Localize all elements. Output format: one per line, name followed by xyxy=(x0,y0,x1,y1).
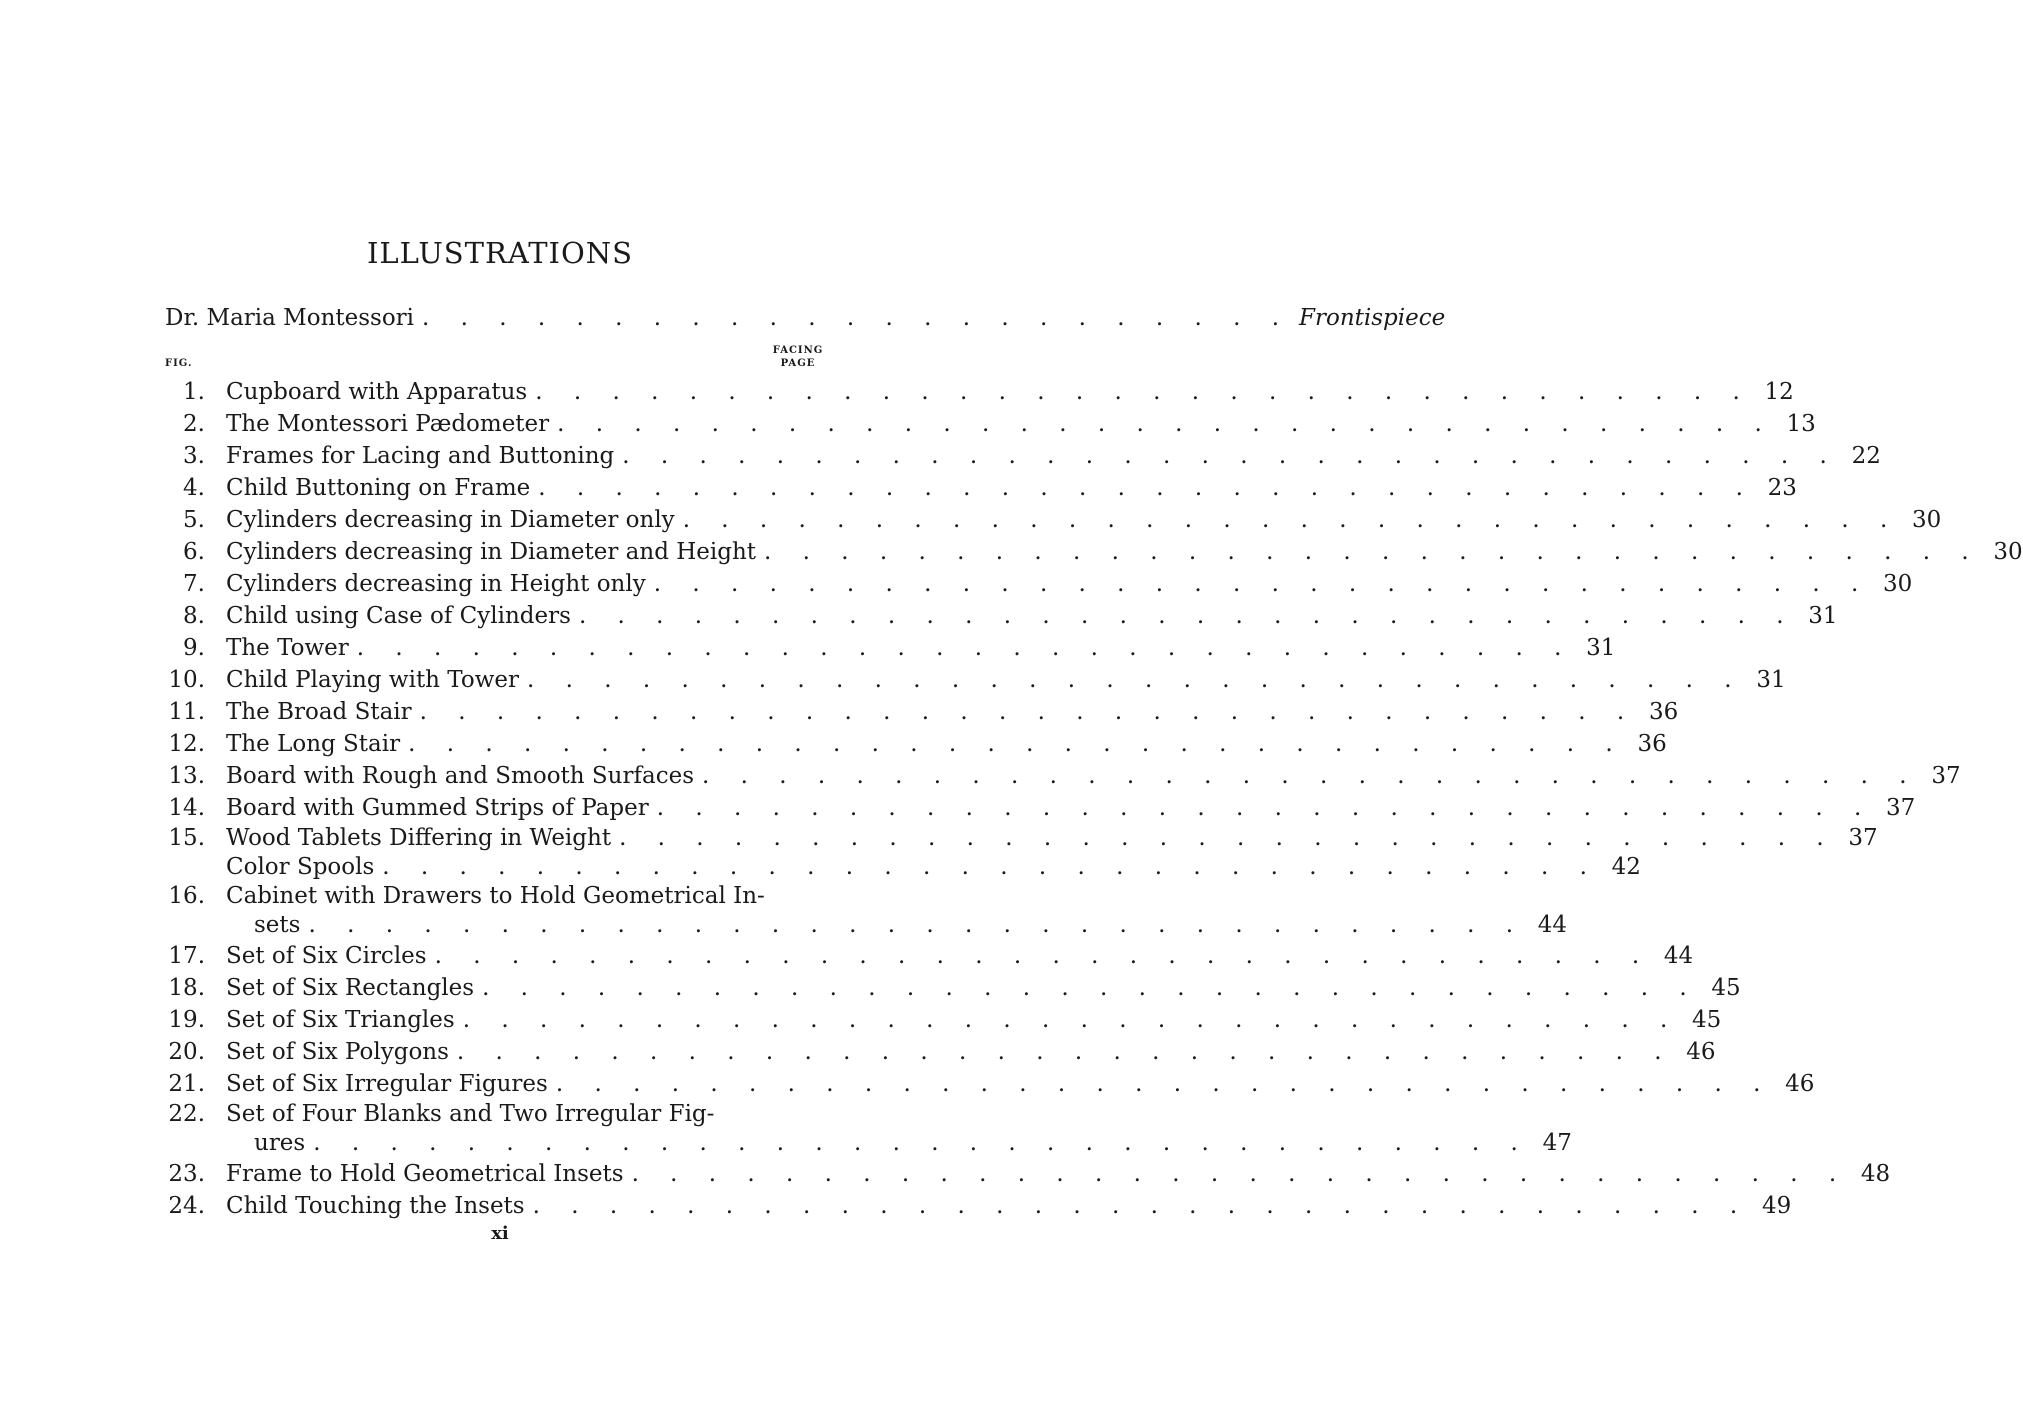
entry-body xyxy=(205,472,1797,504)
page-number: xi xyxy=(491,1223,509,1244)
list-item xyxy=(165,376,1794,408)
figure-number: 12. xyxy=(168,731,205,757)
list-item xyxy=(165,408,1816,440)
entry-body xyxy=(205,728,1667,760)
entry-page: 37 xyxy=(1886,795,1916,821)
entry-page: 36 xyxy=(1637,731,1667,757)
entry-page: 37 xyxy=(1848,825,1878,851)
list-item xyxy=(165,1068,1815,1100)
page-label: PAGE xyxy=(780,358,816,369)
leader-dots: . . . . . . . . . . . . . . . . . . . . . . . . . . . . . . . . xyxy=(702,763,1919,789)
figure-number: 24. xyxy=(168,1193,205,1219)
leader-dots: . . . . . . . . . . . . . . . . . . . . . . . xyxy=(422,305,1292,331)
entry-title: Frames for Lacing and Buttoning xyxy=(226,443,615,469)
leader-dots: . . . . . . . . . . . . . . . . . . . . . . . . . . . . . . . . xyxy=(631,1161,1849,1187)
figure-number: 7. xyxy=(183,571,205,597)
list-item xyxy=(165,440,1881,472)
leader-dots: . . . . . . . . . . . . . . . . . . . . . . . . . . . . . . . . xyxy=(308,912,1526,938)
frontispiece-page: Frontispiece xyxy=(1299,305,1446,331)
entry-extra-title: Color Spools xyxy=(226,854,375,880)
entry-body xyxy=(205,664,1786,696)
entry-page: 31 xyxy=(1808,603,1838,629)
list-item xyxy=(165,728,1667,760)
list-item xyxy=(165,504,1942,536)
entry-body xyxy=(205,696,1679,728)
entry-page: 22 xyxy=(1851,443,1881,469)
entry-page: 47 xyxy=(1542,1130,1572,1156)
entry-body xyxy=(205,1036,1716,1068)
figure-number: 5. xyxy=(183,507,205,533)
entry-title: Wood Tablets Differing in Weight xyxy=(226,825,612,851)
leader-dots: . . . . . . . . . . . . . . . . . . . . . . . . . . . . . . . . xyxy=(408,731,1625,757)
leader-dots: . . . . . . . . . . . . . . . . . . . . . . . . . . . . . . . . xyxy=(382,854,1599,880)
list-item xyxy=(165,1158,1891,1190)
entry-body xyxy=(205,1068,1815,1100)
leader-dots: . . . . . . . . . . . . . . . . . . . . . . . . . . . . . . . . xyxy=(313,1130,1530,1156)
entry-title: Cylinders decreasing in Height only xyxy=(226,571,646,597)
entry-body xyxy=(205,536,2023,568)
figure-number: 4. xyxy=(183,475,205,501)
leader-dots: . . . . . . . . . . . . . . . . . . . . . . . . . . . . . . . . xyxy=(532,1193,1750,1219)
entry-body xyxy=(205,940,1694,972)
leader-dots: . . . . . . . . . . . . . . . . . . . . . . . . . . . . . . . . xyxy=(538,475,1755,501)
leader-dots: . . . . . . . . . . . . . . . . . . . . . . . . . . . . . . . . xyxy=(578,603,1796,629)
list-item xyxy=(165,940,1694,972)
entry-body xyxy=(205,882,1568,940)
list-item xyxy=(165,536,2023,568)
figure-number: 21. xyxy=(168,1071,205,1097)
entry-page: 36 xyxy=(1648,699,1679,725)
entry-page: 46 xyxy=(1785,1071,1815,1097)
list-item xyxy=(165,760,1961,792)
leader-dots: . . . . . . . . . . . . . . . . . . . . . . . . . . . . . . . . xyxy=(456,1039,1674,1065)
entry-body xyxy=(205,792,1916,824)
entry-page: 31 xyxy=(1756,667,1786,693)
leader-dots: . . . . . . . . . . . . . . . . . . . . . . . . . . . . . . . . xyxy=(557,411,1774,437)
list-item xyxy=(165,1004,1722,1036)
leader-dots: . . . . . . . . . . . . . . . . . . . . . . . . . . . . . . . . xyxy=(482,975,1699,1001)
entry-page: 44 xyxy=(1663,943,1694,969)
entry-page: 30 xyxy=(1912,507,1942,533)
illustrations-list xyxy=(165,376,2023,1222)
leader-dots: . . . . . . . . . . . . . . . . . . . . . . . . . . . . . . . . xyxy=(434,943,1652,969)
entry-page: 37 xyxy=(1931,763,1961,789)
list-item xyxy=(165,632,1616,664)
entry-body xyxy=(205,1100,1572,1158)
entry-title: Child Playing with Tower xyxy=(226,667,520,693)
entry-page: 45 xyxy=(1711,975,1741,1001)
entry-body xyxy=(205,760,1961,792)
leader-dots: . . . . . . . . . . . . . . . . . . . . . . . . . . . . . . . . xyxy=(653,571,1871,597)
leader-dots: . . . . . . . . . . . . . . . . . . . . . . . . . . . . . . . . xyxy=(656,795,1874,821)
entry-body xyxy=(205,568,1913,600)
figure-number: 6. xyxy=(183,539,205,565)
leader-dots: . . . . . . . . . . . . . . . . . . . . . . . . . . . . . . . . xyxy=(764,539,1981,565)
figure-number: 8. xyxy=(183,603,205,629)
entry-title: Child using Case of Cylinders xyxy=(226,603,571,629)
entry-title: Set of Six Polygons xyxy=(226,1039,449,1065)
figure-number: 16. xyxy=(168,883,205,909)
entry-page: 30 xyxy=(1883,571,1913,597)
entry-body xyxy=(205,408,1816,440)
list-item xyxy=(165,1190,1792,1222)
entry-title: The Broad Stair xyxy=(226,699,412,725)
list-item xyxy=(165,972,1741,1004)
list-item xyxy=(165,600,1838,632)
entry-title: Board with Rough and Smooth Surfaces xyxy=(226,763,694,789)
entry-title: Child Touching the Insets xyxy=(226,1193,525,1219)
list-item xyxy=(165,882,1568,940)
entry-title: The Montessori Pædometer xyxy=(226,411,550,437)
entry-body xyxy=(205,504,1942,536)
figure-number: 13. xyxy=(168,763,205,789)
leader-dots: . . . . . . . . . . . . . . . . . . . . . . . . . . . . . . . . xyxy=(419,699,1637,725)
entry-body xyxy=(205,1004,1722,1036)
entry-body xyxy=(205,1190,1792,1222)
fig-column-header: FIG. xyxy=(165,358,193,369)
frontispiece-entry xyxy=(165,305,1446,331)
entry-body xyxy=(205,376,1794,408)
entry-page: 46 xyxy=(1686,1039,1716,1065)
list-item xyxy=(165,472,1797,504)
entry-title: Set of Four Blanks and Two Irregular Fig- xyxy=(226,1101,715,1127)
entry-title: Board with Gummed Strips of Paper xyxy=(226,795,649,821)
figure-number: 18. xyxy=(168,975,205,1001)
entry-body xyxy=(205,600,1838,632)
entry-body xyxy=(205,440,1881,472)
leader-dots: . . . . . . . . . . . . . . . . . . . . . . . . . . . . . . . . xyxy=(356,635,1574,661)
facing-label: FACING xyxy=(772,345,824,356)
page-title: ILLUSTRATIONS xyxy=(366,236,634,270)
entry-title-continuation: sets xyxy=(254,912,301,938)
leader-dots: . . . . . . . . . . . . . . . . . . . . . . . . . . . . . . . . xyxy=(527,667,1744,693)
entry-title-continuation: ures xyxy=(254,1130,306,1156)
entry-title: Cabinet with Drawers to Hold Geometrical In- xyxy=(226,883,765,909)
leader-dots: . . . . . . . . . . . . . . . . . . . . . . . . . . . . . . . . xyxy=(462,1007,1680,1033)
frontispiece-title: Dr. Maria Montessori xyxy=(165,305,415,331)
entry-title: Set of Six Circles xyxy=(226,943,427,969)
entry-page: 31 xyxy=(1586,635,1616,661)
entry-title: Set of Six Irregular Figures xyxy=(226,1071,548,1097)
entry-title: Child Buttoning on Frame xyxy=(226,475,531,501)
entry-page: 13 xyxy=(1786,411,1816,437)
leader-dots: . . . . . . . . . . . . . . . . . . . . . . . . . . . . . . . . xyxy=(555,1071,1773,1097)
entry-title: Set of Six Rectangles xyxy=(226,975,475,1001)
figure-number: 14. xyxy=(168,795,205,821)
entry-title: Set of Six Triangles xyxy=(226,1007,455,1033)
figure-number: 9. xyxy=(183,635,205,661)
figure-number: 11. xyxy=(168,699,205,725)
figure-number: 3. xyxy=(183,443,205,469)
entry-title: Cylinders decreasing in Diameter and Height xyxy=(226,539,757,565)
figure-number: 22. xyxy=(168,1101,205,1127)
entry-title: Frame to Hold Geometrical Insets xyxy=(226,1161,624,1187)
entry-title: Cupboard with Apparatus xyxy=(226,379,528,405)
entry-page: 23 xyxy=(1767,475,1797,501)
entry-title: Cylinders decreasing in Diameter only xyxy=(226,507,675,533)
entry-page: 48 xyxy=(1860,1161,1891,1187)
list-item xyxy=(165,792,1916,824)
leader-dots: . . . . . . . . . . . . . . . . . . . . . . . . . . . . . . . . xyxy=(535,379,1752,405)
figure-number: 19. xyxy=(168,1007,205,1033)
entry-body xyxy=(205,972,1741,1004)
figure-number: 17. xyxy=(168,943,205,969)
entry-body xyxy=(205,824,1878,882)
entry-page: 30 xyxy=(1993,539,2023,565)
figure-number: 23. xyxy=(168,1161,205,1187)
entry-page: 44 xyxy=(1537,912,1568,938)
leader-dots: . . . . . . . . . . . . . . . . . . . . . . . . . . . . . . . . xyxy=(682,507,1900,533)
facing-page-header xyxy=(758,344,838,370)
list-item xyxy=(165,824,1878,882)
entry-body xyxy=(205,1158,1891,1190)
entry-page: 12 xyxy=(1764,379,1794,405)
entry-title: The Tower xyxy=(226,635,349,661)
list-item xyxy=(165,1036,1716,1068)
list-item xyxy=(165,696,1679,728)
entry-page: 45 xyxy=(1692,1007,1722,1033)
figure-number: 10. xyxy=(168,667,205,693)
figure-number: 1. xyxy=(183,379,205,405)
figure-number: 2. xyxy=(183,411,205,437)
list-item xyxy=(165,664,1786,696)
entry-title: The Long Stair xyxy=(226,731,401,757)
entry-extra-page: 42 xyxy=(1611,854,1641,880)
list-item xyxy=(165,568,1913,600)
entry-body xyxy=(205,632,1616,664)
entry-page: 49 xyxy=(1761,1193,1792,1219)
leader-dots: . . . . . . . . . . . . . . . . . . . . . . . . . . . . . . . . xyxy=(619,825,1836,851)
list-item xyxy=(165,1100,1572,1158)
figure-number: 15. xyxy=(168,825,205,851)
leader-dots: . . . . . . . . . . . . . . . . . . . . . . . . . . . . . . . . xyxy=(622,443,1839,469)
figure-number: 20. xyxy=(168,1039,205,1065)
